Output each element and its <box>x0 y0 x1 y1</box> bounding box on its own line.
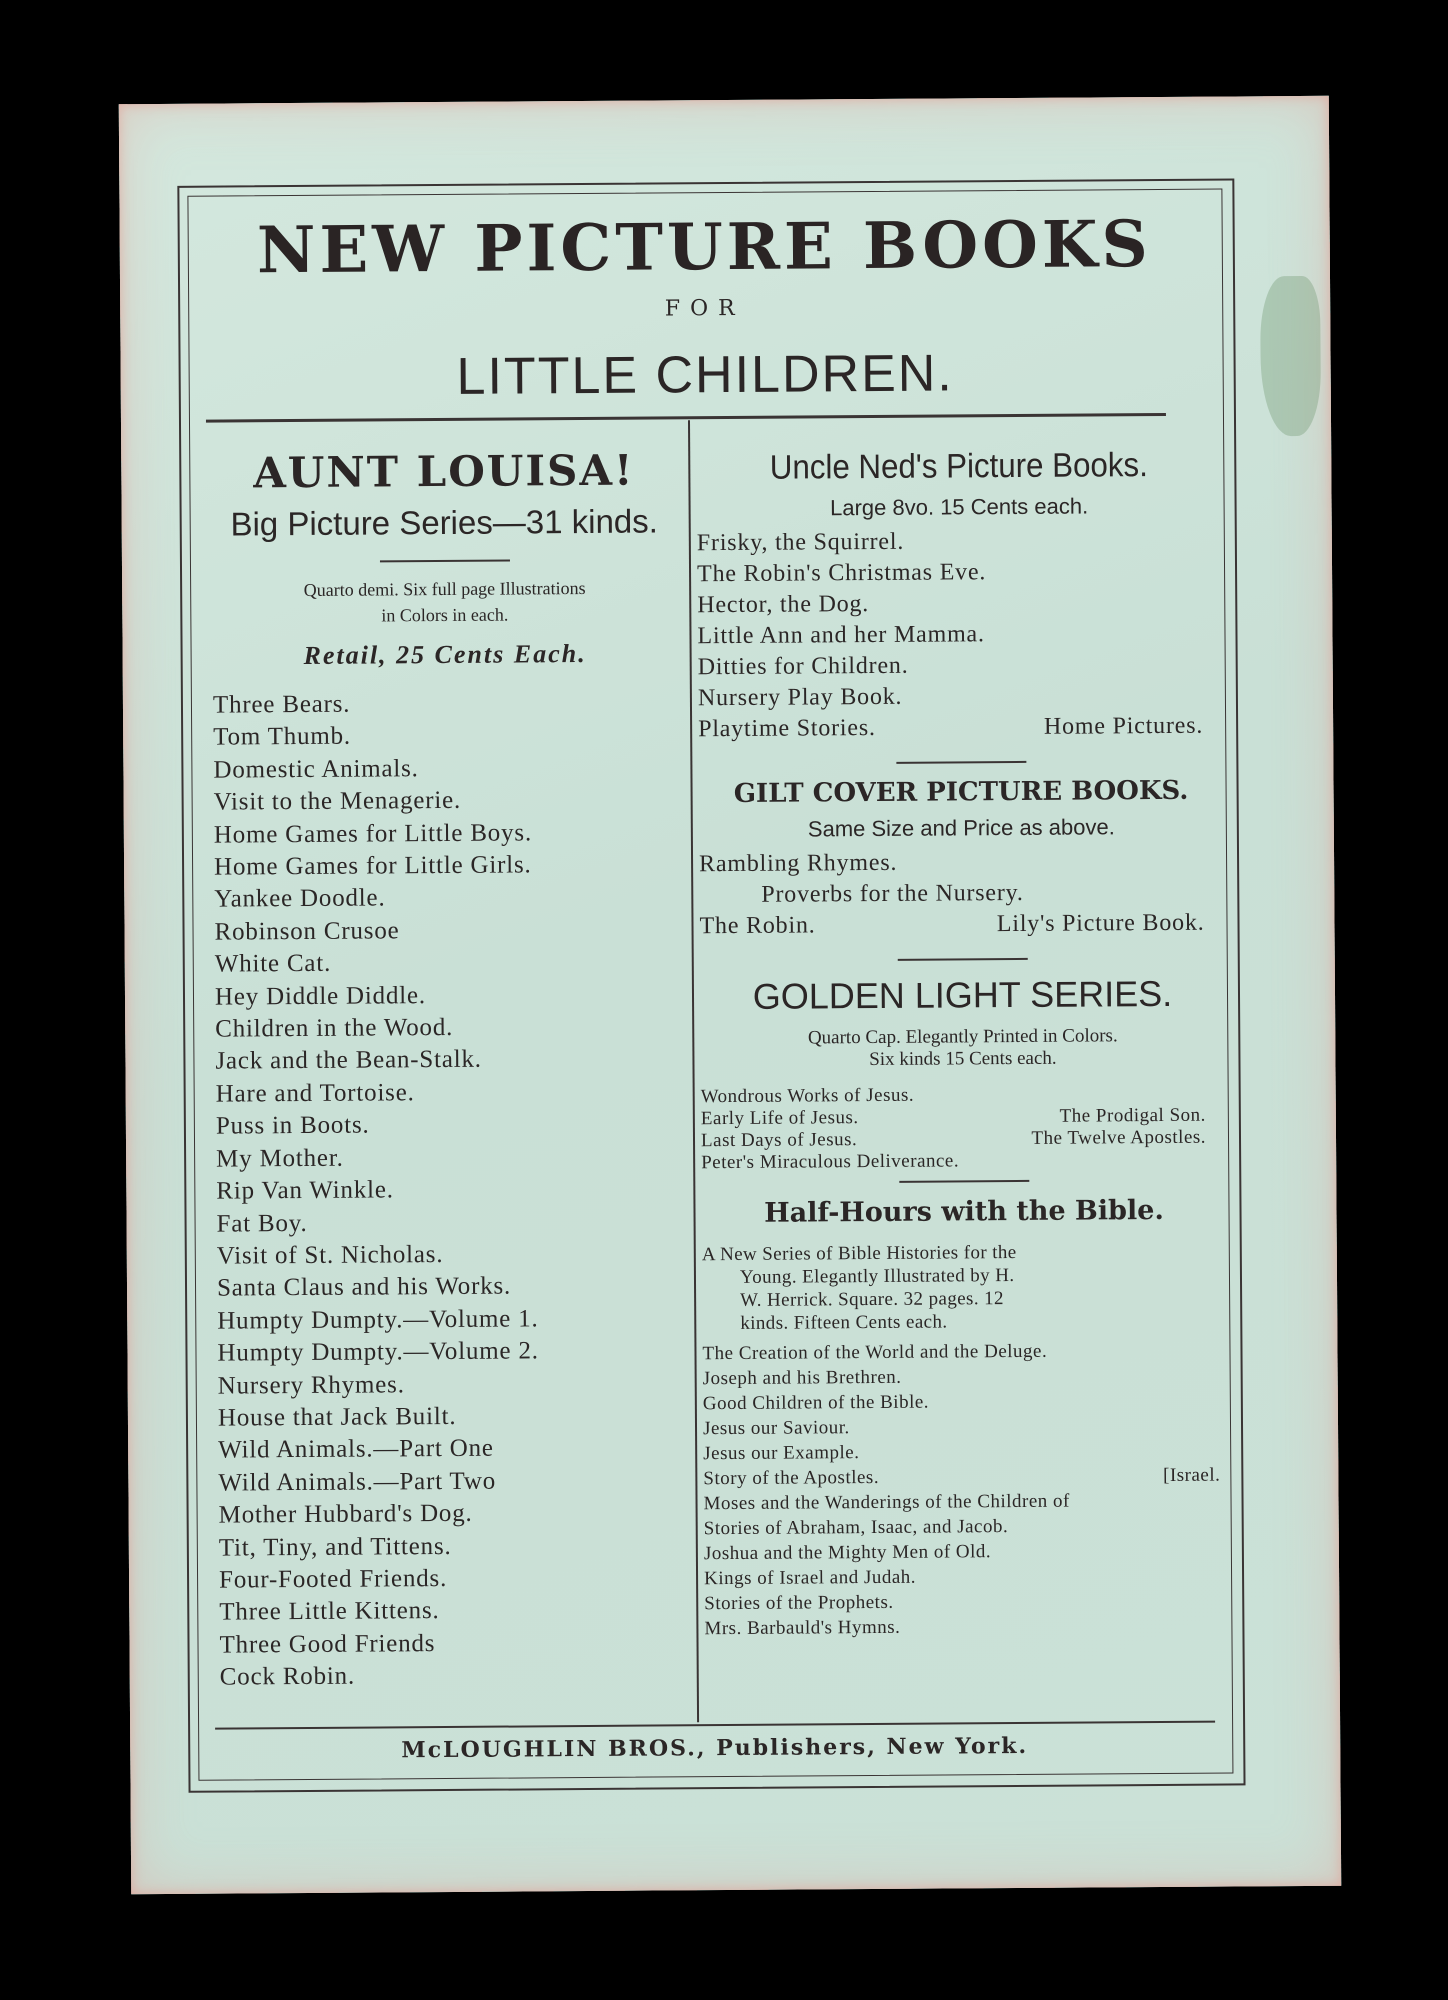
list-item: Humpty Dumpty.—Volume 1. <box>217 1305 539 1335</box>
list-item: Wild Animals.—Part One <box>218 1435 494 1464</box>
book-title: The Creation of the World and the Deluge. <box>702 1340 1048 1365</box>
list-item: Hector, the Dog. <box>697 591 870 619</box>
list-item: Humpty Dumpty.—Volume 2. <box>217 1337 539 1367</box>
list-item: Ditties for Children. <box>697 652 909 681</box>
list-item: Three Little Kittens. <box>219 1597 440 1626</box>
gilt-cover-subheading: Same Size and Price as above. <box>807 814 1115 842</box>
list-item: Tom Thumb. <box>213 723 352 752</box>
golden-light-heading: GOLDEN LIGHT SERIES. <box>752 972 1173 1017</box>
book-title: The Prodigal Son. <box>1059 1104 1206 1127</box>
list-item: Three Bears. <box>212 690 351 719</box>
list-item: My Mother. <box>216 1144 344 1173</box>
book-title: Peter's Miraculous Deliverance. <box>701 1150 960 1174</box>
uncle-ned-title-list <box>697 525 1224 746</box>
book-title: Moses and the Wanderings of the Children of <box>703 1490 1070 1515</box>
list-item: Wild Animals.—Part Two <box>218 1467 497 1497</box>
list-item: Four-Footed Friends. <box>218 1564 448 1594</box>
book-title: Story of the Apostles. <box>703 1466 880 1490</box>
book-title: Good Children of the Bible. <box>702 1391 930 1415</box>
description-line: W. Herrick. Square. 32 pages. 12 <box>740 1288 1004 1311</box>
list-item: Puss in Boots. <box>215 1111 370 1140</box>
aunt-louisa-heading: AUNT LOUISA! <box>253 445 635 498</box>
book-title: Rambling Rhymes. <box>698 849 898 878</box>
book-title: Proverbs for the Nursery. <box>761 879 1024 908</box>
description-line: A New Series of Bible Histories for the <box>701 1242 1017 1266</box>
description-line: Quarto demi. Six full page Illustrations <box>303 577 586 600</box>
description-line: kinds. Fifteen Cents each. <box>740 1311 948 1334</box>
big-picture-series-heading: Big Picture Series—31 kinds. <box>230 502 658 543</box>
list-item: Fat Boy. <box>216 1209 308 1238</box>
list-item: Nursery Play Book. <box>697 683 903 712</box>
publisher-footer: McLOUGHLIN BROS., Publishers, New York. <box>401 1732 1029 1764</box>
list-item: Mother Hubbard's Dog. <box>218 1499 473 1529</box>
book-title: Mrs. Barbauld's Hymns. <box>704 1616 901 1640</box>
list-item <box>698 711 1223 746</box>
description-line: Young. Elegantly Illustrated by H. <box>739 1265 1015 1288</box>
section-rule <box>379 560 509 563</box>
section-rule <box>897 958 1027 961</box>
gilt-cover-heading: GILT COVER PICTURE BOOKS. <box>733 775 1189 809</box>
list-item <box>703 1463 1228 1492</box>
book-title: Jesus our Example. <box>703 1442 860 1465</box>
gilt-cover-title-list <box>699 846 1225 943</box>
list-item: Visit to the Menagerie. <box>213 787 462 816</box>
half-hours-description <box>702 1240 1228 1336</box>
list-item: Three Good Friends <box>219 1629 436 1659</box>
list-item: Hey Diddle Diddle. <box>214 981 426 1011</box>
list-item: House that Jack Built. <box>217 1402 457 1432</box>
list-item: White Cat. <box>214 950 332 978</box>
book-title: Lily's Picture Book. <box>996 909 1205 938</box>
description-line: Quarto Cap. Elegantly Printed in Colors. <box>807 1025 1118 1049</box>
aunt-louisa-section <box>206 435 690 1694</box>
list-item: Cock Robin. <box>219 1662 356 1691</box>
list-item: Rip Van Winkle. <box>216 1176 394 1205</box>
book-title: The Robin. <box>699 912 816 940</box>
uncle-ned-heading: Uncle Ned's Picture Books. <box>769 446 1148 487</box>
list-item: Visit of St. Nicholas. <box>216 1240 444 1270</box>
list-item: Santa Claus and his Works. <box>216 1272 512 1302</box>
list-item: Domestic Animals. <box>213 754 419 784</box>
list-item: Home Games for Little Boys. <box>213 819 533 849</box>
book-title: Stories of the Prophets. <box>704 1591 894 1615</box>
list-item: The Robin's Christmas Eve. <box>696 559 987 588</box>
list-item: Jack and the Bean-Stalk. <box>215 1046 482 1076</box>
section-rule <box>896 761 1026 764</box>
retail-price: Retail, 25 Cents Each. <box>303 638 587 670</box>
aunt-louisa-description <box>207 574 682 629</box>
description-line: in Colors in each. <box>381 604 509 626</box>
section-rule <box>899 1180 1029 1183</box>
page-subtitle: LITTLE CHILDREN. <box>456 344 954 406</box>
list-item: Nursery Rhymes. <box>217 1370 405 1400</box>
right-column <box>696 432 1229 1642</box>
book-title-continuation: [Israel. <box>1163 1464 1221 1486</box>
book-back-cover <box>119 96 1341 1894</box>
list-item <box>701 1127 1226 1153</box>
book-title: Wondrous Works of Jesus. <box>700 1084 915 1108</box>
golden-light-title-list <box>701 1083 1227 1175</box>
half-hours-title-list <box>702 1338 1229 1642</box>
list-item: Hare and Tortoise. <box>215 1079 415 1108</box>
page-title: NEW PICTURE BOOKS <box>256 207 1152 289</box>
half-hours-heading: Half-Hours with the Bible. <box>764 1194 1164 1229</box>
book-title: Jesus our Saviour. <box>702 1417 850 1440</box>
book-title: Playtime Stories. <box>698 714 876 743</box>
uncle-ned-subheading: Large 8vo. 15 Cents each. <box>829 493 1089 521</box>
description-line: Six kinds 15 Cents each. <box>869 1047 1057 1071</box>
list-item: Children in the Wood. <box>215 1013 454 1043</box>
book-title: Home Pictures. <box>1043 712 1204 740</box>
list-item: Yankee Doodle. <box>214 884 386 914</box>
aunt-louisa-title-list <box>208 686 690 1694</box>
book-title: Last Days of Jesus. <box>700 1129 858 1152</box>
list-item: Little Ann and her Mamma. <box>697 621 985 650</box>
book-title: Joseph and his Brethren. <box>702 1366 902 1390</box>
book-title: The Twelve Apostles. <box>1031 1126 1207 1149</box>
book-title: Kings of Israel and Judah. <box>704 1566 917 1590</box>
list-item: Frisky, the Squirrel. <box>696 528 905 557</box>
book-title: Early Life of Jesus. <box>700 1107 859 1130</box>
book-title: Stories of Abraham, Isaac, and Jacob. <box>703 1516 1009 1540</box>
book-title: Joshua and the Mighty Men of Old. <box>703 1541 992 1565</box>
title-for: FOR <box>664 295 745 322</box>
list-item <box>699 908 1224 943</box>
water-stain <box>1260 276 1321 436</box>
list-item: Robinson Crusoe <box>214 917 400 946</box>
list-item: Home Games for Little Girls. <box>214 851 532 881</box>
golden-light-description <box>700 1025 1225 1073</box>
list-item: Tit, Tiny, and Tittens. <box>218 1532 452 1562</box>
